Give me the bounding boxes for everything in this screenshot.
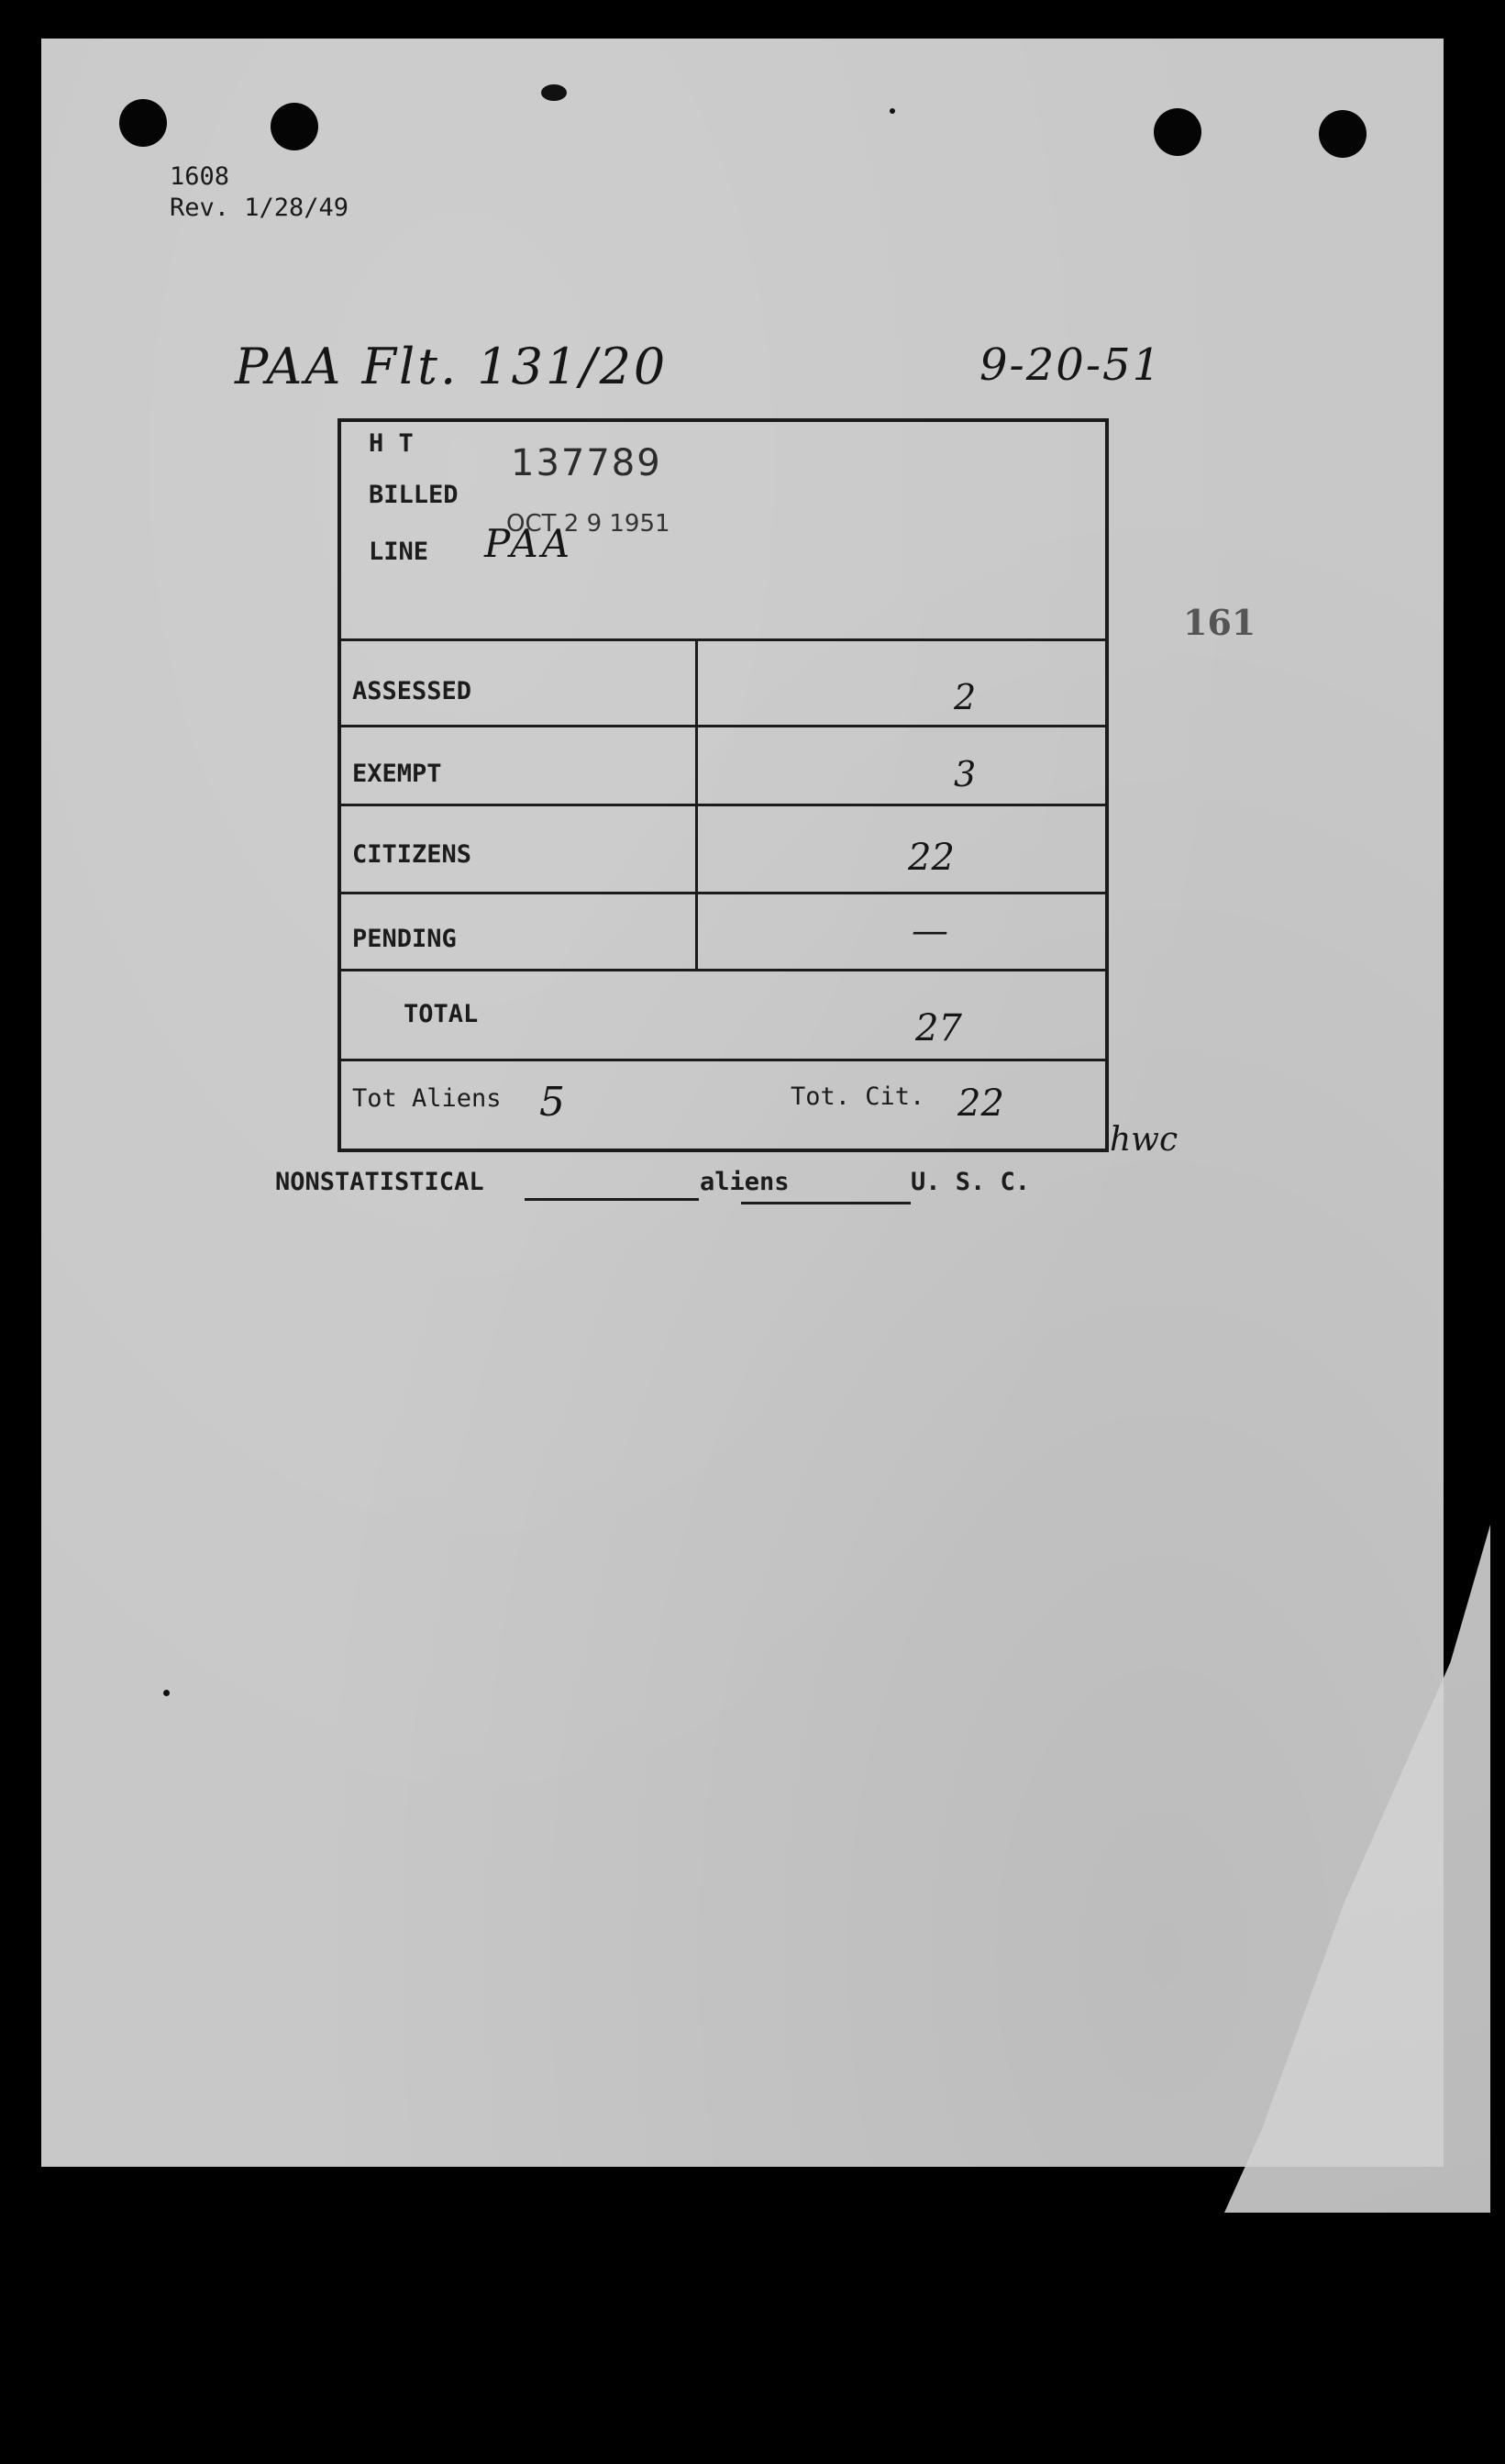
flight-handwritten: PAA Flt. 131/20 [235, 338, 669, 395]
ink-speck [541, 84, 567, 101]
citizens-value: 22 [908, 837, 955, 879]
aliens-blank [741, 1202, 911, 1204]
row-divider [338, 725, 1109, 727]
line-value-handwritten: PAA [484, 521, 574, 566]
exempt-label: EXEMPT [352, 760, 442, 788]
form-number: 1608 [170, 162, 230, 191]
row-divider [338, 892, 1109, 894]
initials-handwritten: hwc [1110, 1121, 1179, 1159]
punch-hole [1319, 110, 1367, 158]
row-divider [338, 969, 1109, 971]
citizens-label: CITIZENS [352, 840, 472, 869]
form-revision: Rev. 1/28/49 [170, 194, 349, 222]
ink-speck [163, 1690, 170, 1696]
row-divider [338, 804, 1109, 806]
manifest-box [338, 418, 1109, 1152]
tot-aliens-value: 5 [539, 1079, 565, 1126]
punch-hole [119, 99, 167, 147]
column-divider [695, 640, 698, 969]
nonstatistical-blank [525, 1198, 699, 1201]
nonstatistical-label: NONSTATISTICAL [275, 1168, 484, 1196]
punch-hole [1154, 108, 1201, 156]
billed-date-stamp: OCT 2 9 1951 [506, 510, 670, 538]
ht-number-stamp: 137789 [511, 442, 662, 484]
date-handwritten: 9-20-51 [979, 339, 1163, 391]
ink-speck [890, 108, 895, 114]
ht-label: H T [369, 429, 414, 458]
total-label: TOTAL [404, 1000, 479, 1028]
form-identifier [170, 161, 349, 224]
assessed-label: ASSESSED [352, 677, 472, 705]
pending-label: PENDING [352, 925, 457, 953]
usc-label: U. S. C. [911, 1168, 1031, 1196]
billed-label: BILLED [369, 481, 459, 509]
tot-aliens-label: Tot Aliens [352, 1084, 502, 1113]
pending-value: — [912, 910, 948, 952]
row-divider [338, 1059, 1109, 1061]
punch-hole [271, 103, 318, 150]
line-label: LINE [369, 538, 429, 566]
total-value: 27 [915, 1007, 962, 1049]
tot-cit-label: Tot. Cit. [791, 1082, 925, 1111]
assessed-value: 2 [954, 677, 977, 717]
tot-cit-value: 22 [957, 1082, 1004, 1125]
page-number: 161 [1183, 602, 1256, 643]
aliens-label: aliens [700, 1168, 790, 1196]
exempt-value: 3 [954, 754, 977, 794]
folded-corner [1224, 1525, 1490, 2213]
row-divider [338, 638, 1109, 641]
